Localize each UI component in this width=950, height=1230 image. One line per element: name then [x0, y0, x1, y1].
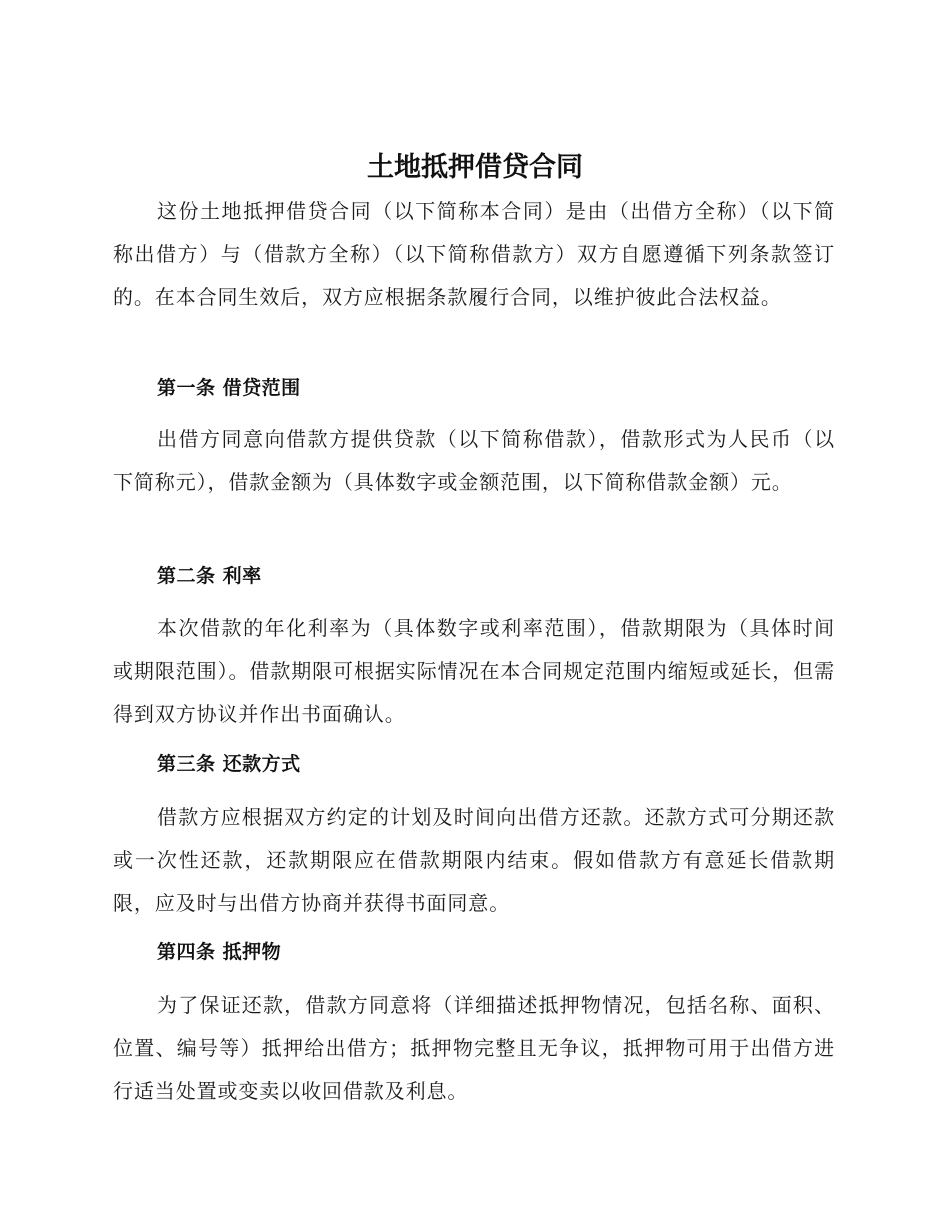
document-title: 土地抵押借贷合同: [367, 152, 583, 183]
section-2-paragraph: 本次借款的年化利率为（具体数字或利率范围），借款期限为（具体时间或期限范围）。借款期限可根据实际情况在本合同规定范围内缩短或延长，但需得到双方协议并作出书面确认。: [113, 616, 835, 726]
section-3-heading: 第三条 还款方式: [157, 753, 301, 775]
section-4-heading: 第四条 抵押物: [157, 941, 282, 963]
section-2-heading: 第二条 利率: [157, 565, 262, 587]
section-1-paragraph: 出借方同意向借款方提供贷款（以下简称借款），借款形式为人民币（以下简称元），借款金额为（具体数字或金额范围，以下简称借款金额）元。: [113, 427, 835, 494]
intro-paragraph: 这份土地抵押借贷合同（以下简称本合同）是由（出借方全称）（以下简称出借方）与（借款方全称）（以下简称借款方）双方自愿遵循下列条款签订的。在本合同生效后，双方应根据条款履行合同，以维护彼此合法权益。: [113, 199, 835, 309]
section-4-paragraph: 为了保证还款，借款方同意将（详细描述抵押物情况，包括名称、面积、位置、编号等）抵押给出借方；抵押物完整且无争议，抵押物可用于出借方进行适当处置或变卖以收回借款及利息。: [113, 993, 835, 1103]
section-3-paragraph: 借款方应根据双方约定的计划及时间向出借方还款。还款方式可分期还款或一次性还款，还款期限应在借款期限内结束。假如借款方有意延长借款期限，应及时与出借方协商并获得书面同意。: [113, 805, 835, 915]
section-1-heading: 第一条 借贷范围: [157, 377, 301, 399]
